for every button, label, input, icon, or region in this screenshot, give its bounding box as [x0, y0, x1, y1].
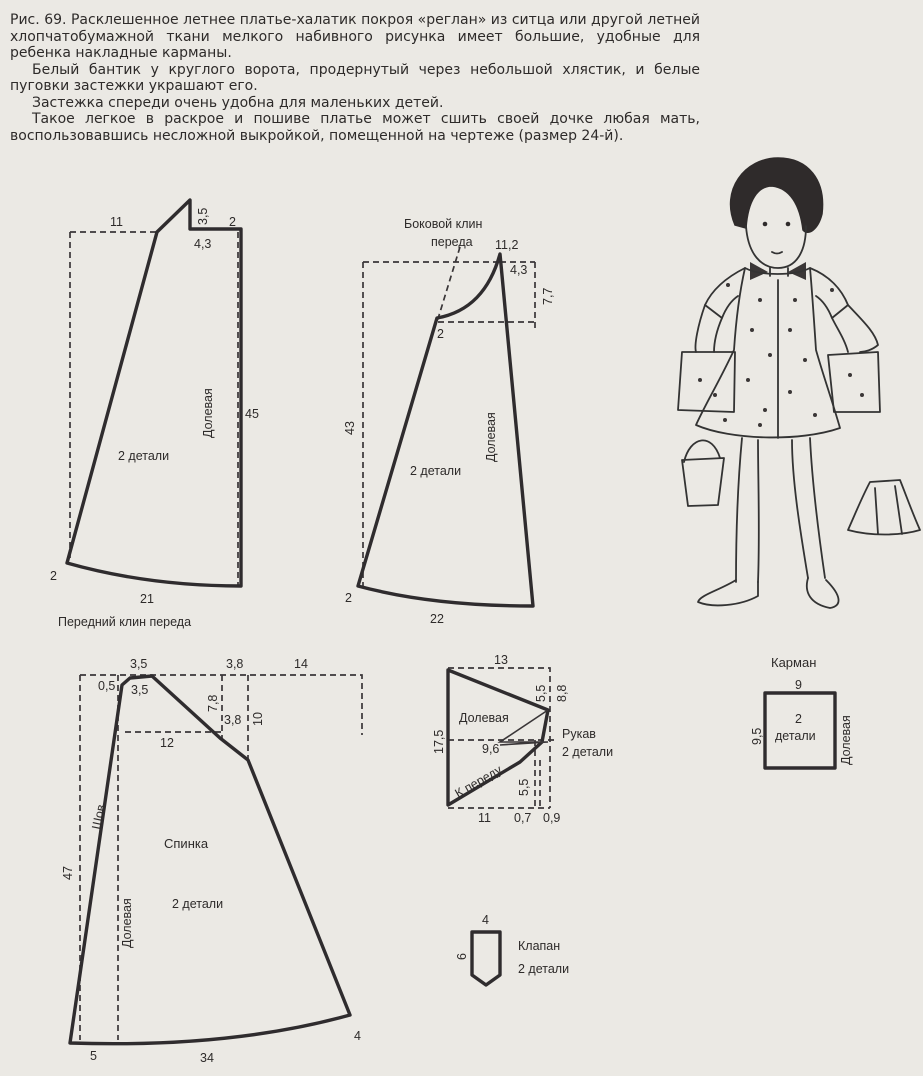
back-right-dim: 4 — [354, 1029, 361, 1043]
side-neck-width-dim: 4,3 — [510, 263, 528, 277]
figure-number: Рис. 69. — [10, 12, 67, 28]
back-hem-dim: 34 — [200, 1051, 214, 1065]
side-panel-guides — [363, 247, 535, 588]
sleeve-h3-dim: 5,5 — [517, 778, 531, 796]
side-armhole-point-dim: 2 — [437, 327, 444, 341]
caption-paragraph-3: Застежка спереди очень удобна для маленьких детей. — [32, 94, 444, 111]
back-yoke-dim: 12 — [160, 736, 174, 750]
back-raglan1-dim: 3,8 — [226, 657, 244, 671]
front-shoulder-dim: 2 — [229, 215, 236, 229]
right-eye — [786, 222, 791, 227]
girl-illustration — [678, 158, 920, 608]
back-title: Спинка — [164, 836, 209, 851]
bucket-icon — [682, 440, 724, 506]
front-panel-piece — [50, 200, 259, 629]
back-depth-dim: 10 — [251, 712, 265, 726]
back-raglan-height-dim: 7,8 — [206, 694, 220, 712]
left-eye — [763, 222, 768, 227]
right-leg — [792, 438, 825, 578]
back-left-dim: 5 — [90, 1049, 97, 1063]
back-guides — [80, 675, 362, 1040]
sleeve-bottom-dim: 11 — [478, 811, 491, 825]
side-top-dim: 11,2 — [495, 238, 519, 252]
caption-paragraph-2: Белый бантик у круглого ворота, продернутый через небольшой хлястик, и белые пуговки застежки украшают его. — [10, 61, 700, 94]
sleeve-h2-dim: 8,8 — [555, 684, 569, 702]
flap-width-dim: 4 — [482, 913, 489, 927]
back-offset-dim: 0,5 — [98, 679, 116, 693]
front-panel-title: Передний клин переда — [58, 615, 192, 629]
flap-height-dim: 6 — [455, 953, 469, 960]
front-corner-dim: 2 — [50, 569, 57, 583]
side-title-line1: Боковой клин — [404, 217, 483, 231]
side-details-label: 2 детали — [410, 464, 462, 478]
side-panel-piece — [343, 217, 555, 626]
left-arm — [695, 305, 722, 352]
side-corner-dim: 2 — [345, 591, 352, 605]
sleeve-front-mark: К переду — [452, 762, 505, 801]
sleeve-dart-dim: 9,6 — [482, 742, 500, 756]
flap-title: Клапан — [518, 939, 561, 953]
back-seam-label: Шов — [89, 803, 109, 831]
flap-details-label: 2 детали — [518, 962, 570, 976]
back-outline — [70, 676, 350, 1044]
dress-right-pocket — [828, 352, 880, 412]
pocket-title: Карман — [771, 655, 817, 670]
side-length-dim: 43 — [343, 421, 357, 435]
side-grain-label: Долевая — [484, 412, 498, 462]
sleeve-grain-label: Долевая — [459, 711, 509, 725]
bow-icon — [750, 262, 806, 280]
front-neck-height-dim: 3,5 — [196, 207, 210, 225]
front-details-label: 2 детали — [118, 449, 170, 463]
sleeve-b1-dim: 0,7 — [514, 811, 532, 825]
left-shoe — [698, 580, 758, 605]
sleeve-title: Рукав — [562, 727, 596, 741]
pocket-width-dim: 9 — [795, 678, 802, 692]
pocket-details-line2: детали — [775, 729, 816, 743]
side-hem-dim: 22 — [430, 612, 444, 626]
sleeve-height-dim: 17,5 — [432, 729, 446, 754]
flap-outline — [472, 932, 500, 985]
back-neck2-dim: 3,5 — [131, 683, 149, 697]
side-panel-outline — [358, 254, 533, 606]
hair — [731, 158, 823, 232]
face-outline — [746, 226, 806, 268]
right-sleeve — [810, 268, 848, 318]
sleeve-piece — [432, 653, 613, 825]
front-neck-width-dim: 4,3 — [194, 237, 212, 251]
caption-paragraph-4: Такое легкое в раскрое и пошиве платье может сшить своей дочке любая мать, воспользовавшись несложной выкройкой, помещенной на чертеже (размер 24-й). — [10, 111, 700, 144]
small-dress-folds — [875, 486, 902, 534]
small-dress-sketch — [848, 480, 920, 535]
sleeve-details-label: 2 детали — [562, 745, 614, 759]
back-details-label: 2 детали — [172, 897, 224, 911]
pocket-height-dim: 9,5 — [750, 727, 764, 745]
back-neck1-dim: 3,5 — [130, 657, 148, 671]
back-width-dim: 14 — [294, 657, 308, 671]
back-piece — [61, 657, 362, 1065]
left-leg — [736, 438, 759, 582]
sleeve-h1-dim: 5,5 — [534, 684, 548, 702]
right-shoe — [807, 578, 839, 608]
sleeve-b2-dim: 0,9 — [543, 811, 561, 825]
pocket-piece — [750, 655, 853, 768]
front-side-dim: 45 — [245, 407, 259, 421]
side-armhole-height-dim: 7,7 — [541, 287, 555, 305]
front-hem-dim: 21 — [140, 592, 154, 606]
front-grain-label: Долевая — [201, 388, 215, 438]
side-title-line2: переда — [431, 235, 473, 249]
back-raglan2-dim: 3,8 — [224, 713, 242, 727]
caption-text-1: Расклешенное летнее платье-халатик покроя «реглан» из ситца или другой летней хлопчатобумажной ткани мелкого набивного рисунка имеет большие, удобные для ребенка накладные карманы. — [10, 12, 701, 61]
sleeve-top-dim: 13 — [494, 653, 508, 667]
back-length-dim: 47 — [61, 866, 75, 880]
mouth — [772, 252, 782, 254]
left-sleeve — [705, 268, 745, 318]
flap-piece — [455, 913, 569, 985]
back-grain-label: Долевая — [120, 898, 134, 948]
pocket-grain-label: Долевая — [839, 715, 853, 765]
pocket-details-line1: 2 — [795, 712, 802, 726]
front-top-dim: 11 — [110, 215, 123, 229]
